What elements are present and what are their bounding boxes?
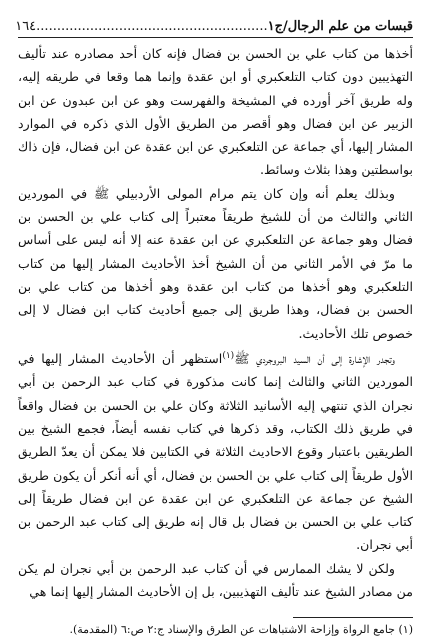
page-body (18, 42, 413, 603)
footnote-reference[interactable]: (١) (222, 350, 235, 361)
footnote-rule (293, 617, 413, 618)
header-rule (18, 37, 413, 38)
document-page (15, 14, 413, 637)
paragraph-2: وبذلك يعلم أنه وإن كان يتم مرام المولى الأردبيلي ﷺ في الموردين الثاني والثالث من أن للشيخ طريقاً معتبراً إلى كتاب علي بن الحسن بن فضال وهو جماعة عن التلعكبري عن ابن عقدة عنه إلا أنه ليس على أساس ما مرّ في الأمر الثاني من أن الشيخ أخذ الأحاديث المشار إليها من كتاب التلعكبري وهو أخذها من كتاب ابن عقدة وهو أخذها من كتاب علي بن الحسن بن فضال، وهذا طريق إلى جميع أحاديث كتاب ابن فضال لا إلى خصوص تلك الأحاديث. (18, 185, 413, 341)
paragraph-4: ولكن لا يشك الممارس في أن كتاب عبد الرحمن بن أبي نجران لم يكن من مصادر الشيخ عند تأليف التهذيبين، بل إن الأحاديث المشار إليها إنما هي (18, 560, 413, 600)
header-leader: ........................................................ (36, 19, 268, 34)
footnote: (١) جامع الرواة وإزاحة الاشتباهات عن الطرق والإسناد ج:٢ ص:٦ (المقدمة). (69, 623, 413, 637)
page-number: ١٦٤ (15, 19, 37, 34)
paragraph-3-rest: استظهر أن الأحاديث المشار إليها في الموردين الثاني والثالث إنما كانت مذكورة في كتاب عبد الرحمن بن أبي نجران الذي تنتهي إليه الأسانيد الثلاثة وكان علي بن الحسن بن فضال واقعاً في طريق ذلك الكتاب، وقد ذكرها في كتاب نفسه أيضاً، فجمع الشيخ بين الطريقين باعتبار وقوع الاحاديث الثلاثة في الكتابين فلا يمكن أن يعدّ الطريق الأول طريقاً إلى كتاب علي بن الحسن بن فضال، أي أنه أنكر أن يكون طريق الشيخ عن جماعة عن التلعكبري عن ابن عقدة عن ابن فضال طريقاً إلى كتاب علي بن الحسن بن فضال بل قال إنه طريق إلى كتاب عبد الرحمن بن أبي نجران. (18, 351, 413, 553)
paragraph-3-lead: وتجدر الإشارة إلى أن السيد البروجردي ﷺ (234, 351, 395, 367)
running-title: قبسات من علم الرجال/ج١ (267, 19, 413, 34)
paragraph-3 (18, 345, 413, 557)
paragraph-1: أخذها من كتاب علي بن الحسن بن فضال فإنه كان أحد مصادره عند تأليف التهذيبين دون كتاب التلعكبري أو ابن عقدة وإنما هما وقعا في طريقه إليه، وله طريق آخر أورده في المشيخة والفهرست وهو عن ابن عبدون عن ابن الزبير عن ابن فضال وهو أقصر من الطريق الأول الذي ذكره في الموارد المشار إليها، أي جماعة عن التلعكبري عن ابن عقدة عن ابن فضال، فإن ذاك بواسطتين وهذا بثلاث وسائط. (18, 46, 413, 178)
page-header (15, 14, 413, 34)
